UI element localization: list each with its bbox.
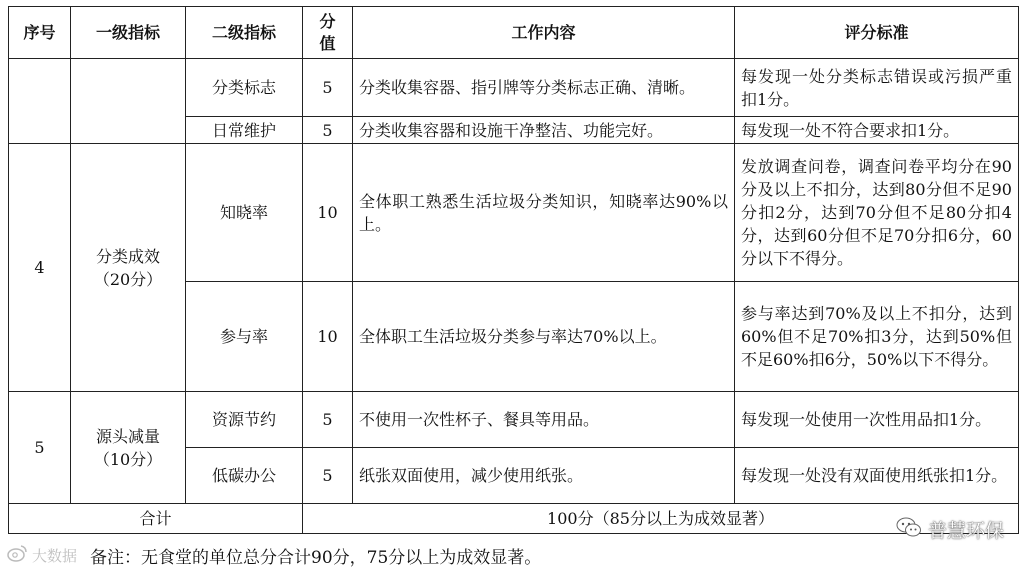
cell-secondary-indicator: 分类标志	[186, 59, 303, 117]
header-row	[9, 7, 1019, 59]
watermark-right-text: 普慧环保	[927, 520, 1004, 542]
cell-no: 4	[9, 144, 71, 392]
table-row	[9, 59, 1019, 117]
table-row	[9, 144, 1019, 282]
cell-secondary-indicator: 日常维护	[186, 117, 303, 144]
cell-score: 10	[303, 144, 353, 282]
watermark-left	[6, 544, 77, 566]
cell-score: 5	[303, 59, 353, 117]
cell-work-content: 纸张双面使用，减少使用纸张。	[353, 448, 735, 504]
cell-score: 5	[303, 448, 353, 504]
header-score: 分 值	[303, 7, 353, 59]
cell-primary-indicator: 源头减量 （10分）	[71, 392, 186, 504]
header-secondary-indicator: 二级指标	[186, 7, 303, 59]
total-row	[9, 504, 1019, 534]
cell-primary-empty	[71, 59, 186, 144]
table-row	[9, 392, 1019, 448]
cell-scoring-criteria: 发放调查问卷，调查问卷平均分在90分及以上不扣分，达到80分但不足90分扣2分，达到70分但不足80分扣4分，达到60分但不足70分扣6分，60分以下不得分。	[735, 144, 1019, 282]
cell-secondary-indicator: 知晓率	[186, 144, 303, 282]
weibo-icon	[6, 544, 28, 566]
cell-work-content: 不使用一次性杯子、餐具等用品。	[353, 392, 735, 448]
cell-no-empty	[9, 59, 71, 144]
header-scoring-criteria: 评分标准	[735, 7, 1019, 59]
cell-scoring-criteria: 每发现一处分类标志错误或污损严重扣1分。	[735, 59, 1019, 117]
cell-scoring-criteria: 每发现一处没有双面使用纸张扣1分。	[735, 448, 1019, 504]
total-value: 100分（85分以上为成效显著）	[303, 504, 1019, 534]
cell-score: 5	[303, 392, 353, 448]
cell-work-content: 全体职工生活垃圾分类参与率达70%以上。	[353, 282, 735, 392]
cell-scoring-criteria: 每发现一处不符合要求扣1分。	[735, 117, 1019, 144]
cell-secondary-indicator: 低碳办公	[186, 448, 303, 504]
cell-primary-indicator: 分类成效 （20分）	[71, 144, 186, 392]
cell-secondary-indicator: 资源节约	[186, 392, 303, 448]
cell-work-content: 分类收集容器、指引牌等分类标志正确、清晰。	[353, 59, 735, 117]
header-work-content: 工作内容	[353, 7, 735, 59]
scoring-table	[8, 6, 1019, 534]
cell-score: 5	[303, 117, 353, 144]
watermark-right	[896, 516, 1004, 543]
cell-score: 10	[303, 282, 353, 392]
cell-work-content: 分类收集容器和设施干净整洁、功能完好。	[353, 117, 735, 144]
footnote: 备注：无食堂的单位总分合计90分，75分以上为成效显著。	[90, 548, 542, 568]
header-primary-indicator: 一级指标	[71, 7, 186, 59]
cell-work-content: 全体职工熟悉生活垃圾分类知识，知晓率达90%以上。	[353, 144, 735, 282]
watermark-left-text: 大数据	[32, 546, 78, 565]
cell-scoring-criteria: 每发现一处使用一次性用品扣1分。	[735, 392, 1019, 448]
cell-scoring-criteria: 参与率达到70%及以上不扣分，达到60%但不足70%扣3分，达到50%但不足60%扣6分，50%以下不得分。	[735, 282, 1019, 392]
total-label: 合计	[9, 504, 303, 534]
cell-no: 5	[9, 392, 71, 504]
wechat-icon	[896, 516, 922, 543]
cell-secondary-indicator: 参与率	[186, 282, 303, 392]
header-no: 序号	[9, 7, 71, 59]
